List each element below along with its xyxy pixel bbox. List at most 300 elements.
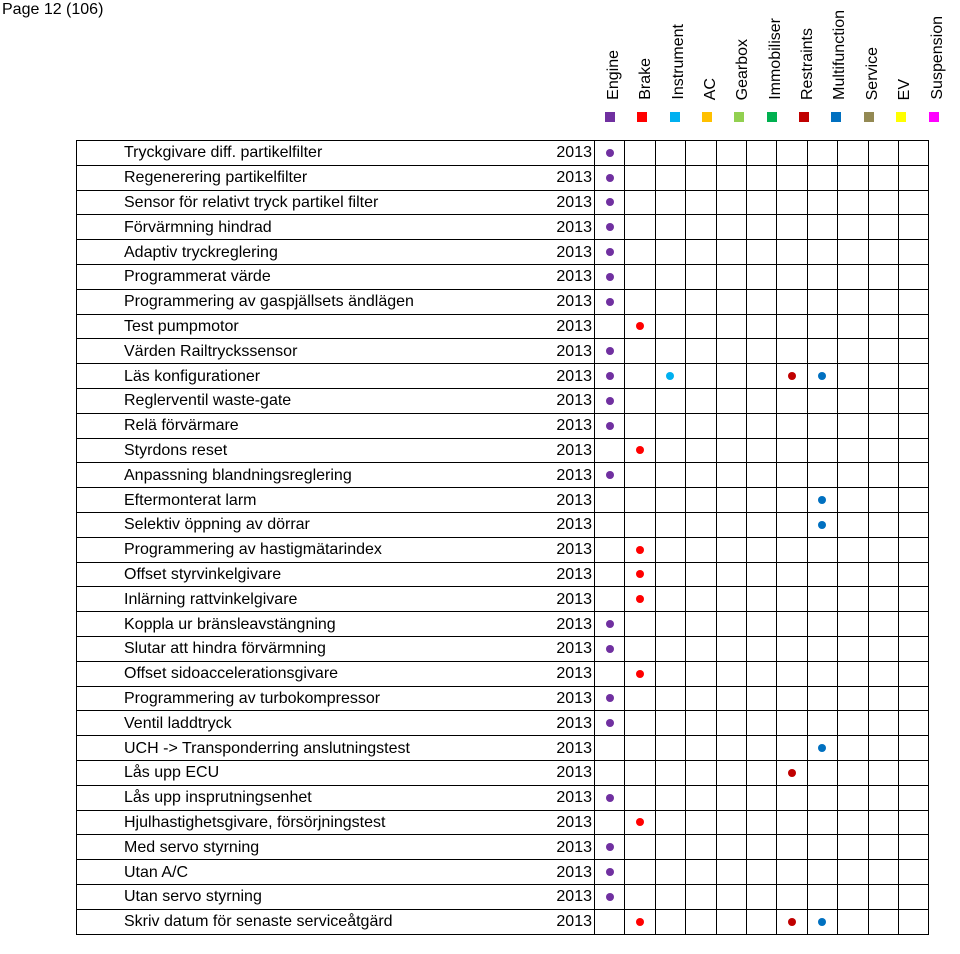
cell-engine bbox=[595, 488, 625, 513]
cell-restraints bbox=[777, 413, 807, 438]
cell-restraints bbox=[777, 562, 807, 587]
table-row bbox=[77, 413, 929, 438]
model-year: 2013 bbox=[534, 587, 595, 612]
cell-restraints bbox=[777, 835, 807, 860]
function-name: Adaptiv tryckreglering bbox=[77, 240, 535, 265]
cell-brake bbox=[625, 785, 655, 810]
cell-instrument bbox=[655, 612, 685, 637]
model-year: 2013 bbox=[534, 215, 595, 240]
cell-ev bbox=[868, 860, 898, 885]
table-row bbox=[77, 488, 929, 513]
cell-instrument bbox=[655, 264, 685, 289]
cell-engine bbox=[595, 190, 625, 215]
table-row bbox=[77, 314, 929, 339]
dot-engine-icon bbox=[606, 471, 614, 479]
function-name: Tryckgivare diff. partikelfilter bbox=[77, 141, 535, 166]
cell-multifunction bbox=[807, 339, 837, 364]
header-brake bbox=[627, 0, 660, 124]
header-suspension bbox=[919, 0, 952, 124]
function-name: Koppla ur bränsleavstängning bbox=[77, 612, 535, 637]
table-row bbox=[77, 339, 929, 364]
cell-ac bbox=[686, 785, 716, 810]
cell-ev bbox=[868, 562, 898, 587]
cell-ac bbox=[686, 264, 716, 289]
cell-immobiliser bbox=[746, 512, 776, 537]
cell-suspension bbox=[898, 686, 928, 711]
cell-restraints bbox=[777, 785, 807, 810]
cell-gearbox bbox=[716, 463, 746, 488]
cell-service bbox=[838, 785, 868, 810]
cell-gearbox bbox=[716, 686, 746, 711]
cell-service bbox=[838, 438, 868, 463]
cell-service bbox=[838, 215, 868, 240]
cell-ac bbox=[686, 512, 716, 537]
cell-suspension bbox=[898, 785, 928, 810]
cell-restraints bbox=[777, 388, 807, 413]
cell-instrument bbox=[655, 240, 685, 265]
cell-service bbox=[838, 165, 868, 190]
cell-gearbox bbox=[716, 884, 746, 909]
cell-multifunction bbox=[807, 215, 837, 240]
cell-service bbox=[838, 909, 868, 934]
cell-ac bbox=[686, 289, 716, 314]
header-instrument bbox=[660, 0, 693, 124]
cell-brake bbox=[625, 562, 655, 587]
cell-ev bbox=[868, 686, 898, 711]
function-name: Med servo styrning bbox=[77, 835, 535, 860]
cell-instrument bbox=[655, 438, 685, 463]
cell-ac bbox=[686, 736, 716, 761]
cell-engine bbox=[595, 587, 625, 612]
cell-ac bbox=[686, 215, 716, 240]
cell-ev bbox=[868, 215, 898, 240]
cell-ac bbox=[686, 636, 716, 661]
cell-instrument bbox=[655, 587, 685, 612]
cell-engine bbox=[595, 810, 625, 835]
cell-suspension bbox=[898, 835, 928, 860]
cell-ev bbox=[868, 190, 898, 215]
cell-restraints bbox=[777, 240, 807, 265]
legend-gearbox-swatch bbox=[734, 112, 744, 122]
model-year: 2013 bbox=[534, 364, 595, 389]
function-name: Anpassning blandningsreglering bbox=[77, 463, 535, 488]
table-row bbox=[77, 264, 929, 289]
cell-ac bbox=[686, 835, 716, 860]
dot-engine-icon bbox=[606, 794, 614, 802]
header-multifunction-label: Multifunction bbox=[831, 10, 849, 100]
cell-engine bbox=[595, 884, 625, 909]
cell-gearbox bbox=[716, 860, 746, 885]
model-year: 2013 bbox=[534, 438, 595, 463]
table-row bbox=[77, 661, 929, 686]
cell-engine bbox=[595, 215, 625, 240]
legend-immobiliser-swatch bbox=[767, 112, 777, 122]
cell-brake bbox=[625, 314, 655, 339]
function-name: Test pumpmotor bbox=[77, 314, 535, 339]
header-multifunction bbox=[821, 0, 854, 124]
cell-ev bbox=[868, 736, 898, 761]
dot-restraints-icon bbox=[788, 918, 796, 926]
table-row bbox=[77, 736, 929, 761]
model-year: 2013 bbox=[534, 835, 595, 860]
cell-restraints bbox=[777, 884, 807, 909]
cell-ev bbox=[868, 240, 898, 265]
cell-engine bbox=[595, 686, 625, 711]
cell-restraints bbox=[777, 463, 807, 488]
cell-service bbox=[838, 835, 868, 860]
cell-service bbox=[838, 736, 868, 761]
function-name: Utan servo styrning bbox=[77, 884, 535, 909]
cell-ac bbox=[686, 463, 716, 488]
cell-instrument bbox=[655, 760, 685, 785]
cell-service bbox=[838, 711, 868, 736]
cell-multifunction bbox=[807, 636, 837, 661]
model-year: 2013 bbox=[534, 760, 595, 785]
cell-instrument bbox=[655, 314, 685, 339]
cell-ac bbox=[686, 488, 716, 513]
function-name: Förvärmning hindrad bbox=[77, 215, 535, 240]
cell-multifunction bbox=[807, 860, 837, 885]
cell-ac bbox=[686, 587, 716, 612]
cell-multifunction bbox=[807, 736, 837, 761]
header-ev bbox=[886, 0, 919, 124]
dot-engine-icon bbox=[606, 347, 614, 355]
cell-suspension bbox=[898, 240, 928, 265]
model-year: 2013 bbox=[534, 165, 595, 190]
cell-immobiliser bbox=[746, 562, 776, 587]
model-year: 2013 bbox=[534, 562, 595, 587]
cell-brake bbox=[625, 909, 655, 934]
model-year: 2013 bbox=[534, 413, 595, 438]
function-name: Läs konfigurationer bbox=[77, 364, 535, 389]
cell-restraints bbox=[777, 711, 807, 736]
legend-instrument-swatch bbox=[670, 112, 680, 122]
cell-instrument bbox=[655, 289, 685, 314]
cell-ac bbox=[686, 364, 716, 389]
cell-suspension bbox=[898, 413, 928, 438]
cell-service bbox=[838, 488, 868, 513]
cell-multifunction bbox=[807, 289, 837, 314]
cell-gearbox bbox=[716, 438, 746, 463]
function-name: Offset styrvinkelgivare bbox=[77, 562, 535, 587]
cell-suspension bbox=[898, 165, 928, 190]
cell-ev bbox=[868, 264, 898, 289]
cell-immobiliser bbox=[746, 463, 776, 488]
cell-ev bbox=[868, 512, 898, 537]
cell-brake bbox=[625, 835, 655, 860]
function-name: Reglerventil waste-gate bbox=[77, 388, 535, 413]
dot-engine-icon bbox=[606, 372, 614, 380]
cell-service bbox=[838, 364, 868, 389]
cell-ev bbox=[868, 835, 898, 860]
dot-brake-icon bbox=[636, 818, 644, 826]
cell-engine bbox=[595, 636, 625, 661]
model-year: 2013 bbox=[534, 339, 595, 364]
cell-ev bbox=[868, 388, 898, 413]
dot-engine-icon bbox=[606, 223, 614, 231]
function-name: Selektiv öppning av dörrar bbox=[77, 512, 535, 537]
cell-ac bbox=[686, 413, 716, 438]
cell-restraints bbox=[777, 537, 807, 562]
cell-brake bbox=[625, 686, 655, 711]
cell-brake bbox=[625, 736, 655, 761]
cell-suspension bbox=[898, 661, 928, 686]
cell-engine bbox=[595, 711, 625, 736]
cell-restraints bbox=[777, 612, 807, 637]
cell-suspension bbox=[898, 488, 928, 513]
cell-instrument bbox=[655, 686, 685, 711]
cell-restraints bbox=[777, 141, 807, 166]
cell-restraints bbox=[777, 165, 807, 190]
function-name: Hjulhastighetsgivare, försörjningstest bbox=[77, 810, 535, 835]
cell-ev bbox=[868, 909, 898, 934]
dot-multifunction-icon bbox=[818, 918, 826, 926]
cell-gearbox bbox=[716, 810, 746, 835]
dot-brake-icon bbox=[636, 670, 644, 678]
function-name: Regenerering partikelfilter bbox=[77, 165, 535, 190]
cell-gearbox bbox=[716, 909, 746, 934]
cell-multifunction bbox=[807, 364, 837, 389]
cell-service bbox=[838, 388, 868, 413]
dot-engine-icon bbox=[606, 273, 614, 281]
dot-brake-icon bbox=[636, 546, 644, 554]
cell-immobiliser bbox=[746, 488, 776, 513]
function-name: Värden Railtryckssensor bbox=[77, 339, 535, 364]
cell-ev bbox=[868, 760, 898, 785]
cell-ac bbox=[686, 314, 716, 339]
cell-service bbox=[838, 537, 868, 562]
header-ac bbox=[692, 0, 725, 124]
cell-multifunction bbox=[807, 141, 837, 166]
cell-immobiliser bbox=[746, 537, 776, 562]
cell-instrument bbox=[655, 711, 685, 736]
model-year: 2013 bbox=[534, 612, 595, 637]
table-row bbox=[77, 760, 929, 785]
cell-instrument bbox=[655, 364, 685, 389]
page-title: Page 12 (106) bbox=[2, 1, 104, 18]
cell-ac bbox=[686, 711, 716, 736]
cell-restraints bbox=[777, 736, 807, 761]
model-year: 2013 bbox=[534, 190, 595, 215]
table-row bbox=[77, 364, 929, 389]
cell-engine bbox=[595, 289, 625, 314]
cell-immobiliser bbox=[746, 141, 776, 166]
cell-ev bbox=[868, 488, 898, 513]
cell-instrument bbox=[655, 909, 685, 934]
table-row bbox=[77, 289, 929, 314]
cell-brake bbox=[625, 264, 655, 289]
cell-brake bbox=[625, 810, 655, 835]
function-name: Sensor för relativt tryck partikel filter bbox=[77, 190, 535, 215]
cell-engine bbox=[595, 413, 625, 438]
cell-engine bbox=[595, 141, 625, 166]
header-service-label: Service bbox=[863, 46, 881, 100]
table-row bbox=[77, 438, 929, 463]
cell-multifunction bbox=[807, 264, 837, 289]
cell-service bbox=[838, 240, 868, 265]
cell-engine bbox=[595, 512, 625, 537]
dot-engine-icon bbox=[606, 149, 614, 157]
cell-ev bbox=[868, 661, 898, 686]
cell-immobiliser bbox=[746, 760, 776, 785]
cell-ev bbox=[868, 141, 898, 166]
header-instrument-label: Instrument bbox=[669, 24, 687, 100]
cell-suspension bbox=[898, 512, 928, 537]
cell-suspension bbox=[898, 711, 928, 736]
cell-engine bbox=[595, 463, 625, 488]
cell-ac bbox=[686, 165, 716, 190]
cell-engine bbox=[595, 835, 625, 860]
cell-gearbox bbox=[716, 512, 746, 537]
cell-instrument bbox=[655, 215, 685, 240]
header-gearbox-label: Gearbox bbox=[734, 38, 752, 100]
cell-engine bbox=[595, 240, 625, 265]
cell-service bbox=[838, 686, 868, 711]
header-suspension-label: Suspension bbox=[928, 16, 946, 100]
model-year: 2013 bbox=[534, 488, 595, 513]
model-year: 2013 bbox=[534, 636, 595, 661]
cell-multifunction bbox=[807, 661, 837, 686]
cell-instrument bbox=[655, 537, 685, 562]
cell-restraints bbox=[777, 661, 807, 686]
cell-restraints bbox=[777, 686, 807, 711]
function-name: Programmering av turbokompressor bbox=[77, 686, 535, 711]
cell-brake bbox=[625, 661, 655, 686]
dot-brake-icon bbox=[636, 446, 644, 454]
cell-ev bbox=[868, 711, 898, 736]
cell-restraints bbox=[777, 289, 807, 314]
cell-multifunction bbox=[807, 240, 837, 265]
cell-service bbox=[838, 810, 868, 835]
cell-multifunction bbox=[807, 612, 837, 637]
legend-multifunction-swatch bbox=[831, 112, 841, 122]
cell-ac bbox=[686, 141, 716, 166]
cell-instrument bbox=[655, 141, 685, 166]
cell-ev bbox=[868, 612, 898, 637]
function-name: Styrdons reset bbox=[77, 438, 535, 463]
cell-immobiliser bbox=[746, 364, 776, 389]
cell-service bbox=[838, 339, 868, 364]
cell-brake bbox=[625, 587, 655, 612]
cell-gearbox bbox=[716, 661, 746, 686]
cell-engine bbox=[595, 339, 625, 364]
cell-gearbox bbox=[716, 636, 746, 661]
cell-restraints bbox=[777, 810, 807, 835]
cell-immobiliser bbox=[746, 190, 776, 215]
cell-ev bbox=[868, 785, 898, 810]
cell-immobiliser bbox=[746, 860, 776, 885]
cell-immobiliser bbox=[746, 736, 776, 761]
model-year: 2013 bbox=[534, 240, 595, 265]
dot-engine-icon bbox=[606, 298, 614, 306]
cell-ac bbox=[686, 860, 716, 885]
cell-immobiliser bbox=[746, 661, 776, 686]
cell-multifunction bbox=[807, 190, 837, 215]
cell-service bbox=[838, 512, 868, 537]
cell-brake bbox=[625, 463, 655, 488]
cell-multifunction bbox=[807, 785, 837, 810]
cell-multifunction bbox=[807, 488, 837, 513]
cell-multifunction bbox=[807, 537, 837, 562]
header-gearbox bbox=[724, 0, 757, 124]
function-name: Programmerat värde bbox=[77, 264, 535, 289]
cell-brake bbox=[625, 339, 655, 364]
cell-brake bbox=[625, 240, 655, 265]
cell-service bbox=[838, 760, 868, 785]
cell-immobiliser bbox=[746, 240, 776, 265]
cell-instrument bbox=[655, 165, 685, 190]
cell-multifunction bbox=[807, 463, 837, 488]
cell-ev bbox=[868, 438, 898, 463]
cell-brake bbox=[625, 413, 655, 438]
cell-instrument bbox=[655, 562, 685, 587]
cell-engine bbox=[595, 661, 625, 686]
cell-suspension bbox=[898, 264, 928, 289]
cell-ev bbox=[868, 413, 898, 438]
dot-engine-icon bbox=[606, 198, 614, 206]
dot-engine-icon bbox=[606, 620, 614, 628]
cell-brake bbox=[625, 636, 655, 661]
cell-immobiliser bbox=[746, 264, 776, 289]
cell-engine bbox=[595, 612, 625, 637]
cell-suspension bbox=[898, 860, 928, 885]
dot-engine-icon bbox=[606, 397, 614, 405]
cell-suspension bbox=[898, 314, 928, 339]
cell-restraints bbox=[777, 190, 807, 215]
cell-suspension bbox=[898, 339, 928, 364]
table-row bbox=[77, 215, 929, 240]
cell-brake bbox=[625, 884, 655, 909]
header-ev-label: EV bbox=[896, 78, 914, 100]
model-year: 2013 bbox=[534, 909, 595, 934]
cell-restraints bbox=[777, 438, 807, 463]
cell-instrument bbox=[655, 190, 685, 215]
function-table bbox=[76, 140, 929, 935]
dot-multifunction-icon bbox=[818, 744, 826, 752]
cell-suspension bbox=[898, 636, 928, 661]
cell-service bbox=[838, 289, 868, 314]
model-year: 2013 bbox=[534, 264, 595, 289]
legend-engine-swatch bbox=[605, 112, 615, 122]
header-immobiliser bbox=[757, 0, 790, 124]
cell-instrument bbox=[655, 860, 685, 885]
cell-immobiliser bbox=[746, 289, 776, 314]
cell-service bbox=[838, 884, 868, 909]
function-name: Lås upp insprutningsenhet bbox=[77, 785, 535, 810]
cell-immobiliser bbox=[746, 810, 776, 835]
cell-brake bbox=[625, 141, 655, 166]
cell-service bbox=[838, 190, 868, 215]
cell-multifunction bbox=[807, 562, 837, 587]
cell-suspension bbox=[898, 612, 928, 637]
cell-instrument bbox=[655, 810, 685, 835]
cell-immobiliser bbox=[746, 165, 776, 190]
cell-gearbox bbox=[716, 339, 746, 364]
dot-engine-icon bbox=[606, 868, 614, 876]
cell-restraints bbox=[777, 364, 807, 389]
cell-gearbox bbox=[716, 215, 746, 240]
cell-suspension bbox=[898, 587, 928, 612]
cell-immobiliser bbox=[746, 835, 776, 860]
table-row bbox=[77, 190, 929, 215]
cell-immobiliser bbox=[746, 884, 776, 909]
table-row bbox=[77, 835, 929, 860]
table-row bbox=[77, 860, 929, 885]
function-name: Slutar att hindra förvärmning bbox=[77, 636, 535, 661]
header-brake-label: Brake bbox=[637, 58, 655, 100]
cell-ac bbox=[686, 909, 716, 934]
dot-brake-icon bbox=[636, 570, 644, 578]
